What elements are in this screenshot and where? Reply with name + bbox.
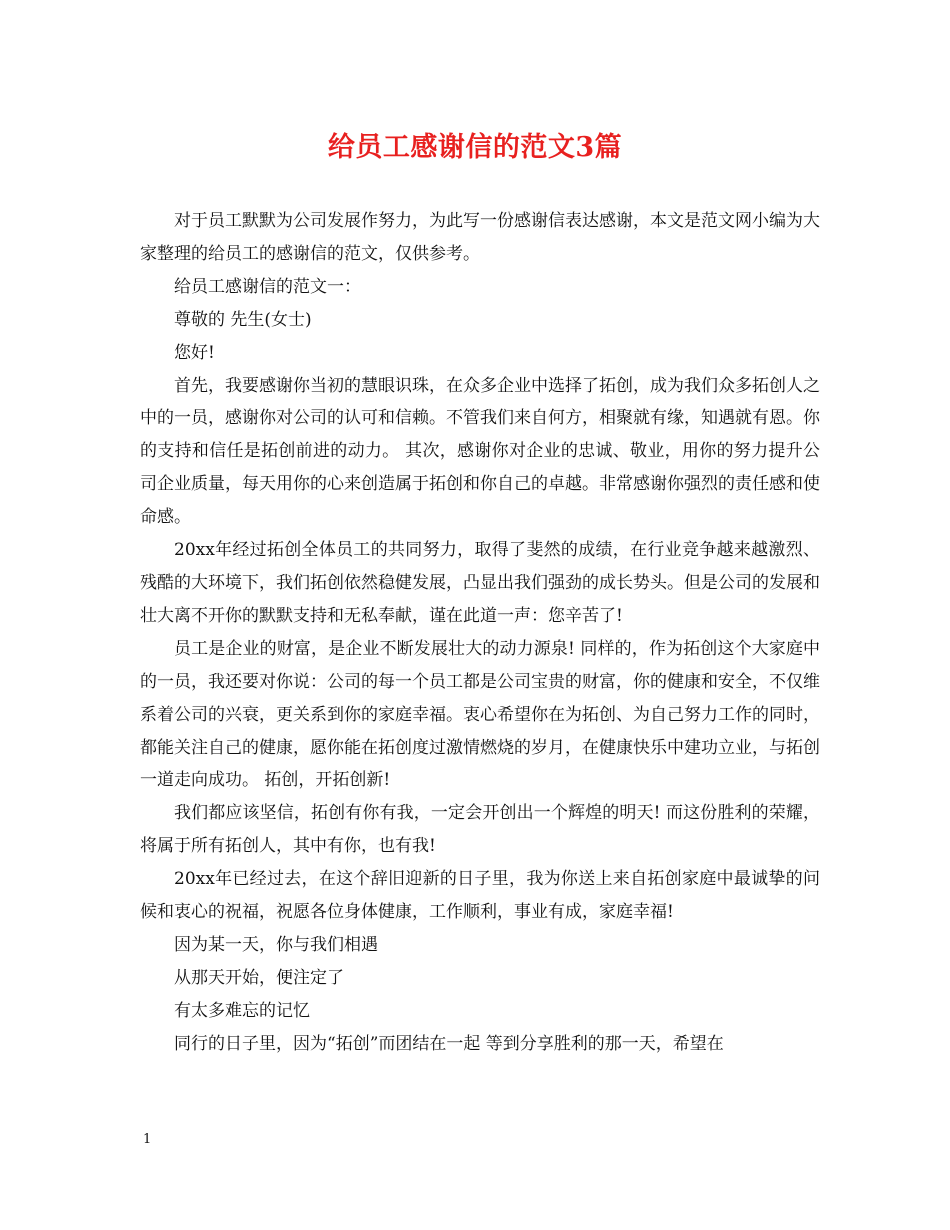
paragraph: 首先，我要感谢你当初的慧眼识珠，在众多企业中选择了拓创，成为我们众多拓创人之中的一员，感谢你对公司的认可和信赖。不管我们来自何方，相聚就有缘，知遇就有恩。你的支持和信任是拓创前进的动力。 其次，感谢你对企业的忠诚、敬业，用你的努力提升公司企业质量，每天用你的心来创造属于拓创和你自己的卓越。非常感谢你强烈的责任感和使命感。 <box>140 375 820 528</box>
paragraph: 对于员工默默为公司发展作努力，为此写一份感谢信表达感谢，本文是范文网小编为大家整理的给员工的感谢信的范文，仅供参考。 <box>140 211 820 264</box>
paragraph: 员工是企业的财富，是企业不断发展壮大的动力源泉! 同样的，作为拓创这个大家庭中的一员，我还要对你说：公司的每一个员工都是公司宝贵的财富，你的健康和安全，不仅维系着公司的兴衰，更关系到你的家庭幸福。衷心希望你在为拓创、为自己努力工作的同时，都能关注自己的健康，愿你能在拓创度过激情燃烧的岁月，在健康快乐中建功立业，与拓创一道走向成功。 拓创，开拓创新! <box>140 638 820 791</box>
paragraph: 20xx年经过拓创全体员工的共同努力，取得了斐然的成绩，在行业竞争越来越激烈、残酷的大环境下，我们拓创依然稳健发展，凸显出我们强劲的成长势头。但是公司的发展和壮大离不开你的默默支持和无私奉献，谨在此道一声：您辛苦了! <box>140 540 820 626</box>
paragraph: 同行的日子里，因为“拓创”而团结在一起 等到分享胜利的那一天，希望在 <box>174 1033 724 1054</box>
paragraph: 我们都应该坚信，拓创有你有我，一定会开创出一个辉煌的明天! 而这份胜利的荣耀，将属于所有拓创人，其中有你，也有我! <box>140 803 820 857</box>
document-title: 给员工感谢信的范文3篇 <box>327 132 623 163</box>
paragraph: 从那天开始，便注定了 <box>174 967 344 988</box>
paragraph: 有太多难忘的记忆 <box>174 1000 310 1021</box>
page-number: 1 <box>143 1132 152 1147</box>
document-body <box>140 205 820 1061</box>
paragraph: 尊敬的 先生(女士) <box>174 309 312 330</box>
paragraph: 您好! <box>174 342 215 363</box>
paragraph: 因为某一天，你与我们相遇 <box>174 934 378 955</box>
paragraph: 给员工感谢信的范文一： <box>174 276 361 297</box>
paragraph: 20xx年已经过去，在这个辞旧迎新的日子里，我为你送上来自拓创家庭中最诚挚的问候和衷心的祝福，祝愿各位身体健康，工作顺利，事业有成，家庭幸福! <box>140 869 820 923</box>
